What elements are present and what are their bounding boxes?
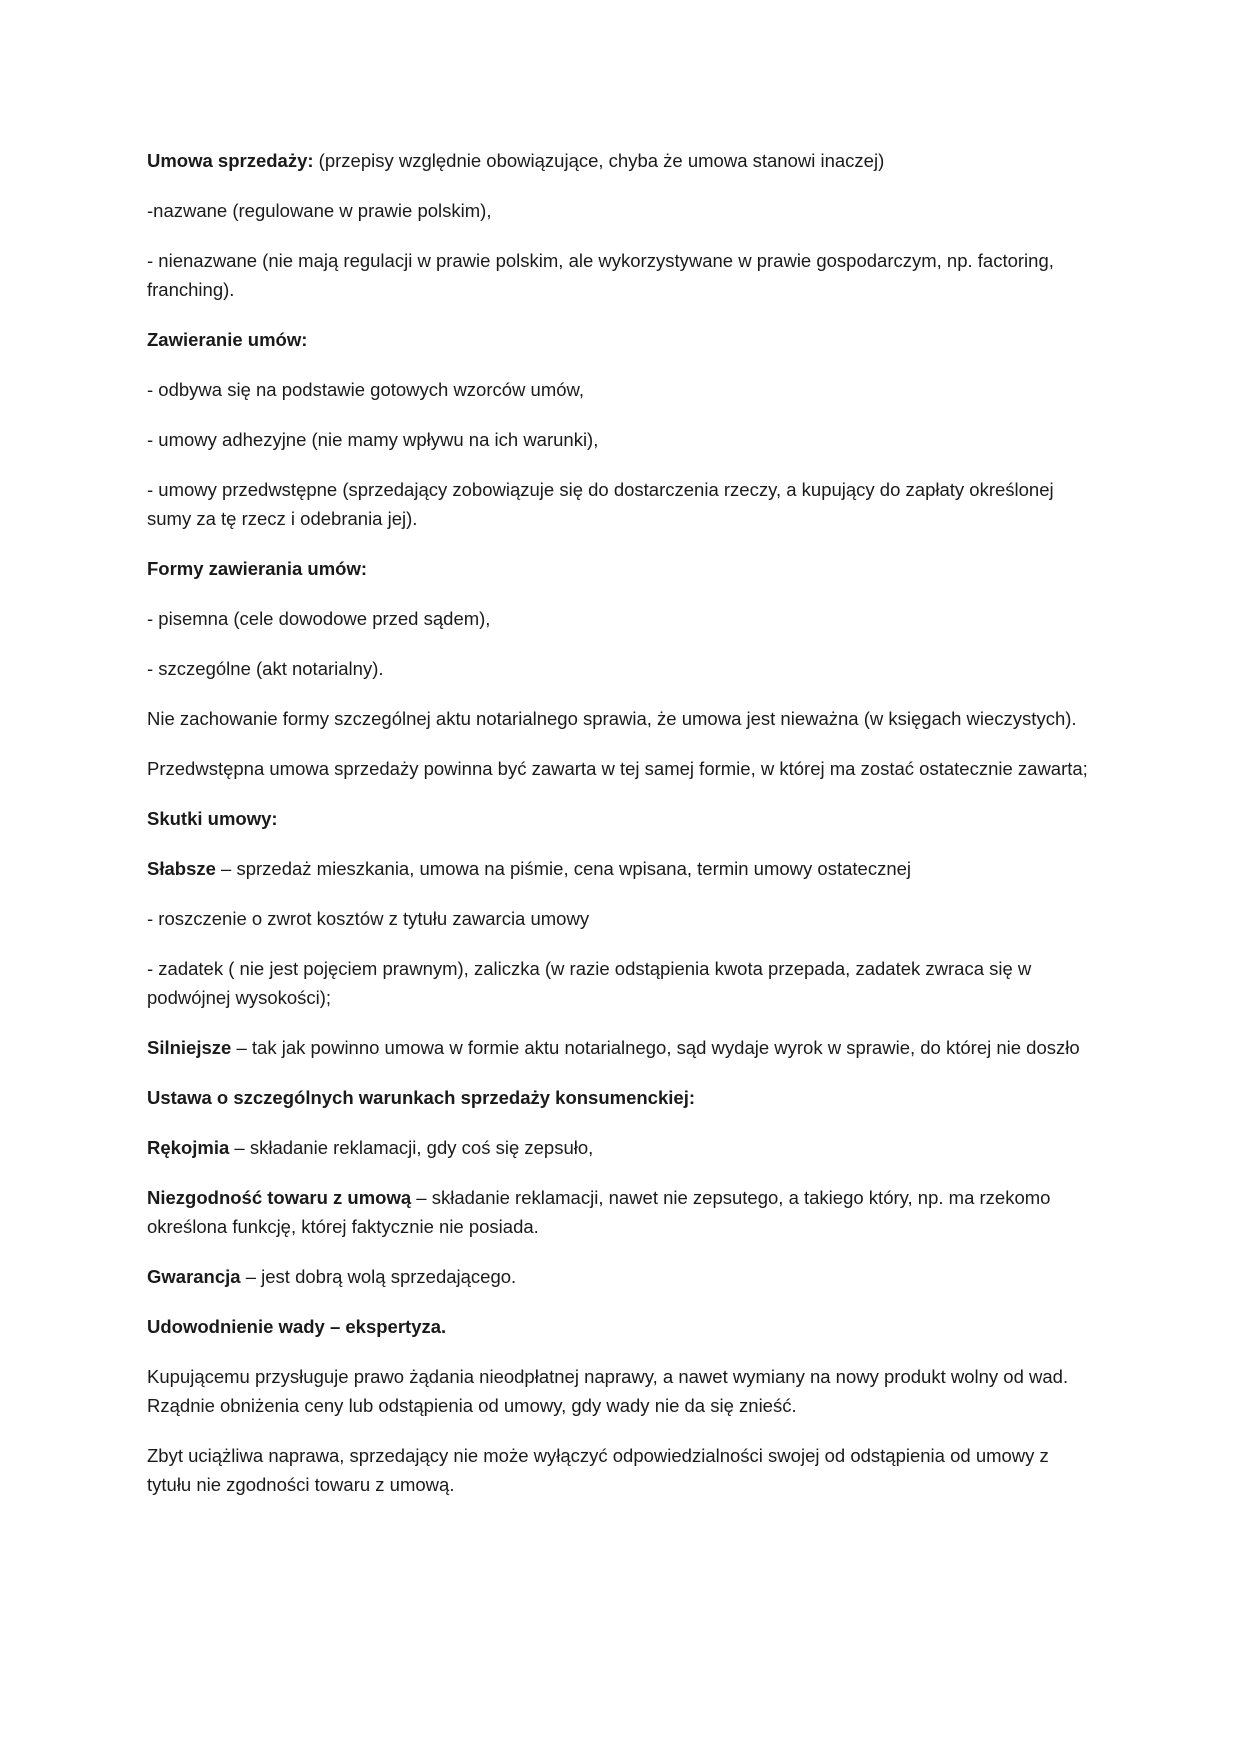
paragraph-text: Kupującemu przysługuje prawo żądania nieodpłatnej naprawy, a nawet wymiany na nowy produkt wolny od wad. Rządnie obniżenia ceny lub odstąpienia od umowy, gdy wady nie da się znieść. [147,1366,1069,1416]
paragraph [147,196,1092,225]
paragraph [147,804,1092,833]
paragraph-text: – składanie reklamacji, gdy coś się zepsuło, [229,1137,594,1158]
paragraph [147,1183,1092,1241]
paragraph [147,1033,1092,1062]
paragraph [147,1441,1092,1499]
paragraph [147,704,1092,733]
paragraph [147,554,1092,583]
paragraph-text: – tak jak powinno umowa w formie aktu notarialnego, sąd wydaje wyrok w sprawie, do której nie doszło [231,1037,1080,1058]
paragraph-text: - odbywa się na podstawie gotowych wzorców umów, [147,379,585,400]
paragraph-text: - umowy adhezyjne (nie mamy wpływu na ich warunki), [147,429,599,450]
paragraph-text: - szczególne (akt notarialny). [147,658,384,679]
paragraph [147,1133,1092,1162]
paragraph-bold: Umowa sprzedaży: [147,150,314,171]
paragraph [147,854,1092,883]
paragraph-text: Przedwstępna umowa sprzedaży powinna być zawarta w tej samej formie, w której ma zostać ostatecznie zawarta; [147,758,1088,779]
paragraph-bold: Formy zawierania umów: [147,558,367,579]
paragraph-text: – składanie reklamacji, nawet nie zepsutego, a takiego który, np. ma rzekomo określona funkcję, której faktycznie nie posiada. [147,1187,1051,1237]
paragraph-text: (przepisy względnie obowiązujące, chyba że umowa stanowi inaczej) [313,150,885,171]
paragraph-text: - roszczenie o zwrot kosztów z tytułu zawarcia umowy [147,908,590,929]
paragraph-text: - nienazwane (nie mają regulacji w prawie polskim, ale wykorzystywane w prawie gospodarczym, np. factoring, franching). [147,250,1054,300]
document-body [147,146,1092,1520]
paragraph-text: - zadatek ( nie jest pojęciem prawnym), zaliczka (w razie odstąpienia kwota przepada, zadatek zwraca się w podwójnej wysokości); [147,958,1032,1008]
paragraph [147,425,1092,454]
paragraph [147,904,1092,933]
paragraph [147,1083,1092,1112]
paragraph-text: Zbyt uciążliwa naprawa, sprzedający nie może wyłączyć odpowiedzialności swojej od odstąpienia od umowy z tytułu nie zgodności towaru z umową. [147,1445,1049,1495]
paragraph [147,475,1092,533]
paragraph [147,1362,1092,1420]
paragraph [147,1312,1092,1341]
paragraph [147,754,1092,783]
paragraph-bold: Gwarancja [147,1266,241,1287]
paragraph-bold: Udowodnienie wady – ekspertyza. [147,1316,447,1337]
paragraph-bold: Skutki umowy: [147,808,278,829]
paragraph [147,604,1092,633]
paragraph-text: – sprzedaż mieszkania, umowa na piśmie, cena wpisana, termin umowy ostatecznej [215,858,912,879]
paragraph-text: - pisemna (cele dowodowe przed sądem), [147,608,491,629]
paragraph-bold: Rękojmia [147,1137,230,1158]
paragraph-bold: Zawieranie umów: [147,329,308,350]
paragraph [147,375,1092,404]
paragraph [147,325,1092,354]
paragraph-bold: Słabsze [147,858,216,879]
paragraph [147,146,1092,175]
paragraph-text: -nazwane (regulowane w prawie polskim), [147,200,492,221]
paragraph [147,246,1092,304]
paragraph-text: - umowy przedwstępne (sprzedający zobowiązuje się do dostarczenia rzeczy, a kupujący do zapłaty określonej sumy za tę rzecz i odebrania jej). [147,479,1054,529]
paragraph [147,654,1092,683]
paragraph-text: Nie zachowanie formy szczególnej aktu notarialnego sprawia, że umowa jest nieważna (w księgach wieczystych). [147,708,1077,729]
paragraph [147,1262,1092,1291]
paragraph-bold: Ustawa o szczególnych warunkach sprzedaży konsumenckiej: [147,1087,695,1108]
paragraph-bold: Silniejsze [147,1037,232,1058]
paragraph [147,954,1092,1012]
paragraph-bold: Niezgodność towaru z umową [147,1187,412,1208]
paragraph-text: – jest dobrą wolą sprzedającego. [240,1266,517,1287]
